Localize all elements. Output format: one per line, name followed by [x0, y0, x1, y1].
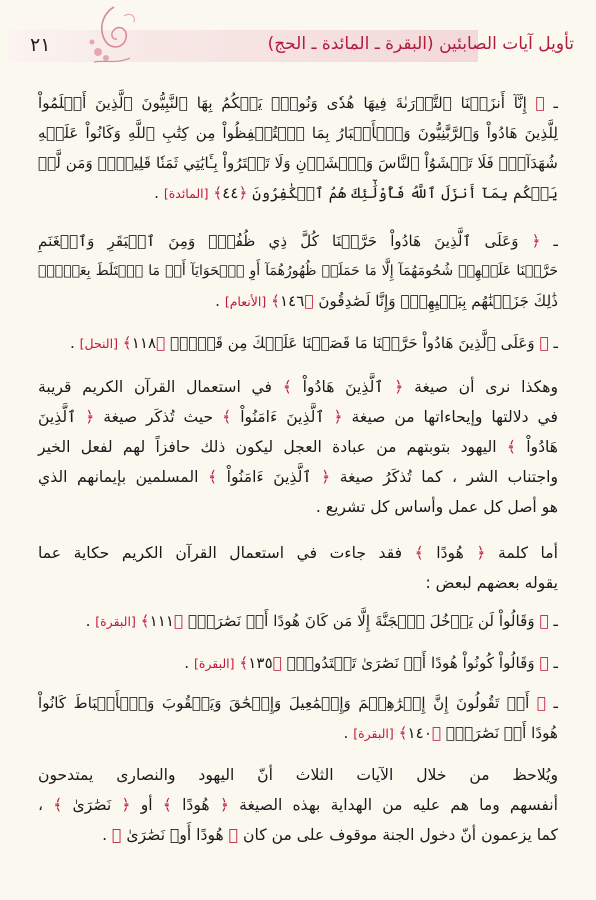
- verse-block-maidah-44: [38, 88, 558, 208]
- verse-line: ـ ﴿ وَعَلَى ٱلَّذِينَ هَادُواْ حَرَّمۡنَا كُلَّ ذِي ظُفُرٖۖ وَمِنَ ٱلۡبَقَرِ وَٱلۡغَنَمِ: [38, 232, 558, 250]
- verse-line: هُودًا أَوۡ نَصَٰرَىٰۗ ﴿١٤٠﴾ [البقرة] .: [343, 724, 558, 742]
- page-number: ٢١: [30, 34, 51, 56]
- verse-block-baqarah-111: [38, 606, 558, 636]
- verse-block-baqarah-135: [38, 648, 558, 678]
- verse-line: ـ ﴿ إِنَّآ أَنزَلۡنَا ٱلتَّوۡرَىٰةَ فِيهَا هُدٗى وَنُورٞۚ يَحۡكُمُ بِهَا ٱلنَّبِيُّونَ ٱلَّذِينَ أَسۡلَمُواْ: [38, 94, 559, 112]
- prose-line: أنفسهم وما هم عليه من الهداية بهذه الصيغة ﴿ هُودًا ﴾ أو ﴿ نَصَٰرَىٰ ﴾ ،: [38, 796, 558, 814]
- prose-paragraph-1: [38, 372, 558, 522]
- running-title: تأويل آيات الصابئين (البقرة ـ المائدة ـ الحج): [267, 34, 574, 54]
- prose-line: وهكذا نرى أن صيغة ﴿ ٱلَّذِينَ هَادُواْ ﴾ في استعمال القرآن الكريم قريبة: [38, 378, 558, 396]
- verse-block-nahl-118: [38, 328, 558, 358]
- prose-line: هَادُواْ ﴾ اليهود بتوبتهم من عبادة العجل ليكون ذلك حافزاً لهم لفعل الخير: [38, 438, 558, 456]
- prose-paragraph-2: [38, 538, 558, 598]
- page-header: [0, 0, 596, 68]
- prose-line: هو أصل كل عمل وأساس كل تشريع .: [315, 498, 558, 516]
- prose-line: في دلالتها وإيحاءاتها من صيغة ﴿ ٱلَّذِينَ ءَامَنُواْ ﴾ حيث تُذكَر صيغة ﴿ ٱلَّذِينَ: [38, 408, 558, 426]
- verse-line: يَحۡكُم بِمَآ أَنزَلَ ٱللَّهُ فَأُوْلَٰٓئِكَ هُمُ ٱلۡكَٰفِرُونَ ﴿٤٤﴾ [المائدة] .: [154, 184, 558, 202]
- prose-line: يقوله بعضهم لبعض :: [425, 574, 558, 592]
- prose-line: أما كلمة ﴿ هُودًا ﴾ فقد جاءت في استعمال القرآن الكريم حكاية عما: [38, 544, 558, 562]
- verse-line: ـ ﴿ وَقَالُواْ كُونُواْ هُودًا أَوۡ نَصَٰرَىٰ تَهۡتَدُواْۗ ﴿١٣٥﴾ [البقرة] .: [184, 654, 558, 672]
- verse-block-baqarah-140: [38, 688, 558, 748]
- prose-line: واجتناب الشر ، كما تُذكَرُ صيغة ﴿ ٱلَّذِينَ ءَامَنُواْ ﴾ المسلمين بإيمانهم الذي: [38, 468, 558, 486]
- verse-line: حَرَّمۡنَا عَلَيۡهِمۡ شُحُومَهُمَآ إِلَّا مَا حَمَلَتۡ ظُهُورُهُمَآ أَوِ ٱلۡحَوَايَآ أَوۡ مَا ٱخۡتَلَطَ بِعَظۡمٖۚ: [38, 263, 558, 279]
- verse-line: شُهَدَآءَۚ فَلَا تَخۡشَوُاْ ٱلنَّاسَ وَٱخۡشَوۡنِ وَلَا تَشۡتَرُواْ بِـَٔايَٰتِي ثَمَنٗا قَلِيلٗاۚ وَمَن لَّمۡ: [38, 154, 558, 172]
- floral-ornament-icon: [84, 2, 144, 72]
- prose-paragraph-3: [38, 760, 558, 850]
- prose-line: كما يزعمون أنّ دخول الجنة موقوف على من كان ﴿ هُودًا أَوۡ نَصَٰرَىٰ ﴾ .: [102, 826, 558, 844]
- verse-line: لِلَّذِينَ هَادُواْ وَٱلرَّبَّٰنِيُّونَ وَٱلۡأَحۡبَارُ بِمَا ٱسۡتُحۡفِظُواْ مِن كِتَٰبِ ٱللَّهِ وَكَانُواْ عَلَيۡهِ: [38, 124, 558, 142]
- verse-line: ـ ﴿ أَمۡ تَقُولُونَ إِنَّ إِبۡرَٰهِـۧمَ وَإِسۡمَٰعِيلَ وَإِسۡحَٰقَ وَيَعۡقُوبَ وَٱلۡأَسۡبَاطَ كَانُواْ: [38, 694, 558, 712]
- verse-line: ـ ﴿ وَعَلَى ٱلَّذِينَ هَادُواْ حَرَّمۡنَا مَا قَصَصۡنَا عَلَيۡكَ مِن قَبۡلُۖ ﴿١١٨﴾ [النحل] .: [69, 334, 558, 352]
- verse-line: ـ ﴿ وَقَالُواْ لَن يَدۡخُلَ ٱلۡجَنَّةَ إِلَّا مَن كَانَ هُودًا أَوۡ نَصَٰرَىٰۗ ﴿١١١﴾ [البقرة] .: [85, 612, 558, 630]
- verse-line: ذَٰلِكَ جَزَيۡنَٰهُم بِبَغۡيِهِمۡۖ وَإِنَّا لَصَٰدِقُونَ ﴿١٤٦﴾ [الأنعام] .: [215, 292, 558, 310]
- verse-block-anam-146: [38, 226, 558, 316]
- prose-line: ويُلاحظ من خلال الآيات الثلاث أنّ اليهود والنصارى يمتدحون: [38, 766, 558, 784]
